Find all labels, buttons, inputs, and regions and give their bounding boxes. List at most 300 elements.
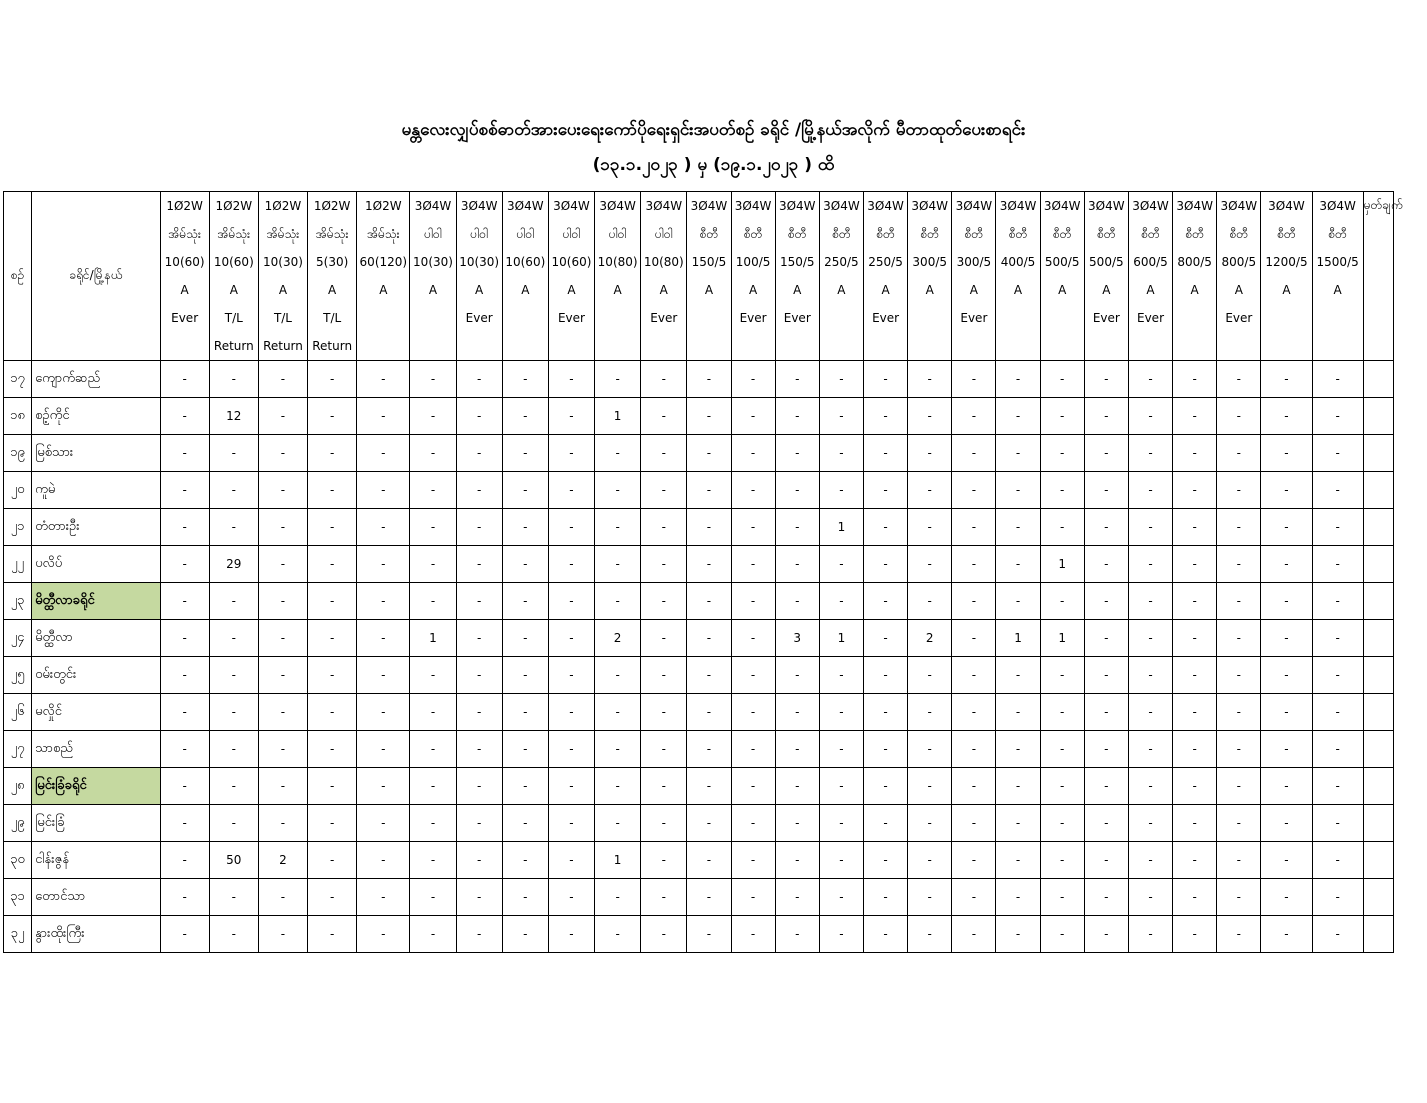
meter-count-cell: - [775,361,819,398]
meter-count-cell: - [863,842,907,879]
meter-count-cell: - [952,805,996,842]
row-number: ၂၁ [4,509,32,546]
meter-count-cell: - [548,694,594,731]
meter-count-cell: - [595,435,641,472]
meter-count-cell: - [410,768,456,805]
header-line: Ever [872,311,900,325]
header-line [820,332,863,360]
meter-count-cell: - [1040,879,1084,916]
meter-count-cell: - [456,583,502,620]
meter-count-cell: - [595,509,641,546]
meter-count-cell: - [863,916,907,953]
header-line: A [613,283,622,297]
meter-count-cell: - [456,916,502,953]
meter-count-cell: - [819,472,863,509]
header-line: စီတီ [1185,227,1204,241]
meter-count-cell: - [952,916,996,953]
header-line: Ever [1092,311,1120,325]
meter-count-cell: - [456,657,502,694]
meter-count-cell: - [1084,361,1128,398]
header-line: A [521,283,530,297]
meter-count-cell: - [908,916,952,953]
header-meter-type [687,192,731,361]
header-line: 1200/5 [1265,255,1308,269]
header-line: A [1058,283,1067,297]
meter-count-cell: - [863,398,907,435]
header-line: A [328,283,337,297]
township-name: ကူမဲ [32,472,160,509]
meter-count-cell: - [160,694,209,731]
meter-count-cell: - [908,435,952,472]
meter-count-cell: - [687,620,731,657]
header-line: Ever [465,311,493,325]
header-line [687,304,730,332]
meter-count-cell: - [863,805,907,842]
meter-count-cell: - [641,694,687,731]
meter-count-cell: - [1040,583,1084,620]
meter-count-cell: - [357,842,410,879]
meter-count-cell: - [258,916,307,953]
header-line: 300/5 [956,255,992,269]
meter-count-cell: - [1312,694,1363,731]
row-number: ၂၅ [4,657,32,694]
meter-count-cell: - [1128,509,1172,546]
meter-count-cell: - [641,916,687,953]
meter-count-cell: - [996,472,1040,509]
meter-count-cell: - [731,657,775,694]
header-line [1041,332,1084,360]
meter-count-cell: - [209,361,258,398]
header-line: T/L [323,311,342,325]
meter-count-cell: - [1128,916,1172,953]
meter-count-cell: 1 [410,620,456,657]
meter-count-cell: - [687,842,731,879]
meter-count-cell: - [687,435,731,472]
meter-count-cell: - [1261,435,1312,472]
row-number: ၂၆ [4,694,32,731]
table-row [4,768,1394,805]
header-line: Ever [171,311,199,325]
header-line [357,304,409,332]
meter-count-cell: - [1173,657,1217,694]
header-line: A [180,283,189,297]
meter-count-cell: - [952,620,996,657]
header-line: 250/5 [868,255,903,269]
header-line: 1Ø2W [365,199,402,213]
meter-count-cell: - [819,916,863,953]
table-row [4,361,1394,398]
header-line: အိမ်သုံး [266,227,300,241]
township-name: သာစည် [32,731,160,768]
meter-count-cell: - [502,398,548,435]
header-line: 3Ø4W [955,199,993,213]
meter-count-cell: - [687,694,731,731]
header-meter-type [308,192,357,361]
meter-count-cell: - [410,509,456,546]
meter-count-cell: - [1173,398,1217,435]
meter-count-cell: - [456,398,502,435]
meter-count-cell: - [996,398,1040,435]
meter-count-cell: 3 [775,620,819,657]
meter-count-cell: - [641,657,687,694]
meter-count-cell: - [160,842,209,879]
meter-count-cell: - [548,731,594,768]
meter-count-cell: - [308,472,357,509]
meter-count-cell: - [687,879,731,916]
meter-count-cell: - [209,694,258,731]
meter-count-cell: - [1040,842,1084,879]
meter-count-cell: - [1261,657,1312,694]
meter-count-cell: - [595,694,641,731]
meter-count-cell: - [952,435,996,472]
meter-count-cell: - [908,472,952,509]
meter-count-cell: - [1128,361,1172,398]
header-line: A [1146,283,1155,297]
meter-count-cell: - [160,361,209,398]
header-line: စီတီ [1141,227,1160,241]
meter-count-cell: - [502,546,548,583]
meter-count-cell: - [410,916,456,953]
meter-count-cell: - [548,768,594,805]
meter-count-cell: - [548,620,594,657]
meter-count-cell: - [641,472,687,509]
meter-count-cell: - [456,472,502,509]
header-line: 3Ø4W [1088,199,1125,213]
meter-count-cell: - [456,768,502,805]
meter-count-cell: - [1173,361,1217,398]
header-meter-type [1261,192,1312,361]
meter-count-cell: - [1084,620,1128,657]
meter-count-cell: - [502,731,548,768]
header-line: 3Ø4W [1220,199,1258,213]
header-line: Ever [1137,311,1164,325]
header-line: 3Ø4W [645,199,683,213]
header-line: စီတီ [964,227,984,241]
meter-count-cell: - [308,805,357,842]
header-line: Ever [650,311,678,325]
meter-count-cell: - [1217,731,1261,768]
meter-count-cell: - [819,398,863,435]
meter-count-cell: - [1173,731,1217,768]
meter-count-cell: - [595,361,641,398]
meter-count-cell: - [1217,768,1261,805]
header-line: 10(60) [164,255,205,269]
meter-count-cell: - [996,879,1040,916]
meter-count-cell: - [258,805,307,842]
meter-count-cell: - [687,768,731,805]
meter-count-cell: - [1040,398,1084,435]
meter-count-cell: - [908,694,952,731]
meter-count-cell: - [996,546,1040,583]
header-line [908,304,951,332]
header-line: Ever [557,311,585,325]
meter-count-cell: - [160,472,209,509]
meter-count-cell: - [1040,472,1084,509]
meter-count-cell: - [357,879,410,916]
meter-count-cell: - [1217,546,1261,583]
meter-count-cell: - [1084,398,1128,435]
meter-count-cell: - [357,768,410,805]
meter-count-cell: 1 [1040,546,1084,583]
header-line: Ever [1225,311,1253,325]
meter-count-cell: - [641,509,687,546]
remark-cell [1363,472,1393,509]
meter-count-cell: - [308,583,357,620]
meter-count-cell: - [1173,620,1217,657]
meter-count-cell: - [357,805,410,842]
meter-count-cell: - [1040,805,1084,842]
meter-count-cell: - [1261,842,1312,879]
row-number: ၁၇ [4,361,32,398]
meter-count-cell: - [548,879,594,916]
header-meter-type [456,192,502,361]
meter-count-cell: - [548,805,594,842]
meter-count-cell: - [1261,583,1312,620]
meter-count-cell: - [209,768,258,805]
meter-count-cell: - [160,916,209,953]
meter-count-cell: - [502,657,548,694]
meter-count-cell: - [308,361,357,398]
header-meter-type [1312,192,1363,361]
header-line: 3Ø4W [1043,199,1081,213]
header-line [864,332,907,360]
meter-count-cell: - [548,842,594,879]
meter-count-cell: - [502,916,548,953]
meter-count-cell: - [1217,398,1261,435]
meter-count-cell: - [410,361,456,398]
header-line: A [1234,283,1243,297]
meter-count-cell: - [548,583,594,620]
meter-count-cell: - [1217,583,1261,620]
meter-count-cell: - [209,472,258,509]
meter-count-cell: - [1128,768,1172,805]
meter-count-cell: - [863,435,907,472]
meter-count-cell: - [209,805,258,842]
meter-count-cell: - [1084,879,1128,916]
header-line: 10(30) [413,255,453,269]
table-row [4,731,1394,768]
meter-count-cell: - [731,842,775,879]
meter-count-cell: - [357,583,410,620]
meter-count-cell: - [819,546,863,583]
header-line: Return [213,339,254,353]
meter-count-cell: - [863,879,907,916]
meter-count-cell: - [775,583,819,620]
header-line: 150/5 [691,255,727,269]
header-meter-type [996,192,1040,361]
header-line: 10(30) [459,255,500,269]
header-line: ပါဝါ [424,227,442,241]
row-number: ၁၈ [4,398,32,435]
header-line: ပါဝါ [470,227,489,241]
meter-count-cell: - [1261,731,1312,768]
meter-count-cell: - [1217,805,1261,842]
header-line: စီတီ [832,227,851,241]
meter-count-cell: - [209,657,258,694]
meter-count-cell: - [258,435,307,472]
header-meter-type [502,192,548,361]
meter-count-cell: - [258,361,307,398]
meter-count-cell: - [1312,398,1363,435]
meter-count-cell: - [731,879,775,916]
header-line: အိမ်သုံး [315,227,349,241]
header-line [161,332,209,360]
meter-count-cell: - [1217,620,1261,657]
meter-count-cell: - [308,731,357,768]
meter-count-cell: - [1312,879,1363,916]
meter-count-cell: - [308,546,357,583]
header-line: 1500/5 [1316,255,1359,269]
header-line: 3Ø4W [823,199,860,213]
header-meter-type [1217,192,1261,361]
meter-count-cell: - [952,657,996,694]
meter-count-cell: - [952,583,996,620]
meter-count-cell: - [308,879,357,916]
meter-count-cell: - [456,546,502,583]
header-meter-type [775,192,819,361]
meter-count-cell: - [410,546,456,583]
table-row [4,916,1394,953]
meter-count-cell: 12 [209,398,258,435]
meter-count-cell: - [731,435,775,472]
row-number: ၂၇ [4,731,32,768]
meter-count-cell: - [502,805,548,842]
meter-count-cell: - [502,361,548,398]
header-line: 250/5 [824,255,859,269]
meter-count-cell: - [258,583,307,620]
report-date-range: (၁၃.၁.၂၀၂၃ ) မှ (၁၉.၁.၂၀၂၃ ) ထိ [592,155,835,175]
header-line: A [837,283,846,297]
meter-count-cell: - [952,398,996,435]
header-meter-type [357,192,410,361]
meter-count-cell: - [1173,546,1217,583]
meter-count-cell: - [1084,805,1128,842]
meter-count-cell: - [687,731,731,768]
header-line: A [1102,283,1111,297]
header-meter-type [952,192,996,361]
meter-count-cell: - [258,768,307,805]
meter-count-cell: - [1312,472,1363,509]
header-line [1313,304,1363,332]
meter-count-cell: - [908,509,952,546]
meter-count-cell: - [1084,583,1128,620]
meter-count-cell: - [1128,842,1172,879]
header-line: 150/5 [779,255,815,269]
meter-count-cell: - [731,768,775,805]
meter-count-cell: - [1217,842,1261,879]
header-meter-type [863,192,907,361]
meter-count-cell: - [595,805,641,842]
meter-count-cell: - [1261,546,1312,583]
meter-count-cell: - [357,472,410,509]
meter-count-cell: - [1128,657,1172,694]
meter-count-cell: - [410,472,456,509]
header-line: စီတီ [699,227,719,241]
row-number: ၃၀ [4,842,32,879]
meter-count-cell: - [731,805,775,842]
meter-count-cell: - [1040,731,1084,768]
header-line: ပါဝါ [562,227,581,241]
header-line: စီတီ [1097,227,1116,241]
meter-count-cell: - [908,398,952,435]
remark-cell [1363,768,1393,805]
header-line: 500/5 [1089,255,1124,269]
meter-count-cell: - [1261,805,1312,842]
meter-count-cell: - [410,805,456,842]
meter-count-cell: - [1084,657,1128,694]
meter-count-cell: - [775,509,819,546]
meter-count-cell: - [908,361,952,398]
meter-count-cell: - [456,620,502,657]
meter-count-cell: - [819,879,863,916]
meter-count-cell: - [863,583,907,620]
header-line: 1Ø2W [166,199,203,213]
header-line: 3Ø4W [1132,199,1169,213]
meter-count-cell: - [1173,768,1217,805]
meter-count-cell: - [548,657,594,694]
meter-count-cell: - [160,620,209,657]
header-line [952,332,995,360]
meter-count-cell: - [863,768,907,805]
meter-count-cell: - [996,657,1040,694]
header-remark [1363,192,1403,361]
meter-count-cell: - [1040,657,1084,694]
meter-count-cell: - [209,509,258,546]
meter-count-cell: 1 [595,842,641,879]
meter-count-cell: - [1128,879,1172,916]
header-line: 500/5 [1044,255,1080,269]
remark-cell [1363,657,1393,694]
meter-count-cell: - [456,509,502,546]
header-line: စီတီ [1328,227,1347,241]
header-line [996,304,1039,332]
table-row [4,509,1394,546]
row-number: ၂၂ [4,546,32,583]
meter-count-cell: - [1217,694,1261,731]
meter-count-cell: - [819,768,863,805]
meter-count-cell: - [1128,694,1172,731]
header-meter-type [819,192,863,361]
header-line: 10(60) [551,255,592,269]
meter-count-cell: 2 [258,842,307,879]
meter-count-cell: - [863,731,907,768]
row-number: ၃၂ [4,916,32,953]
header-line: စီတီ [1229,227,1249,241]
header-line [457,332,502,360]
meter-count-cell: - [908,768,952,805]
meter-count-cell: - [502,768,548,805]
meter-count-cell: - [1173,842,1217,879]
meter-count-cell: - [308,842,357,879]
header-name: ခရိုင်/မြို့နယ် [32,192,160,361]
meter-count-cell: - [641,879,687,916]
township-name: ငါန်းဇွန် [32,842,160,879]
table-row [4,546,1394,583]
meter-count-cell: - [687,583,731,620]
header-line: စီတီ [1277,227,1296,241]
meter-count-cell: - [775,694,819,731]
header-line: 3Ø4W [867,199,904,213]
header-line: 300/5 [912,255,948,269]
meter-count-cell: 1 [819,620,863,657]
meter-count-cell: - [641,731,687,768]
header-meter-type [548,192,594,361]
meter-count-cell: - [1261,509,1312,546]
meter-count-cell: - [1261,768,1312,805]
township-name: တောင်သာ [32,879,160,916]
meter-count-cell: - [456,805,502,842]
header-line: 10(80) [597,255,638,269]
